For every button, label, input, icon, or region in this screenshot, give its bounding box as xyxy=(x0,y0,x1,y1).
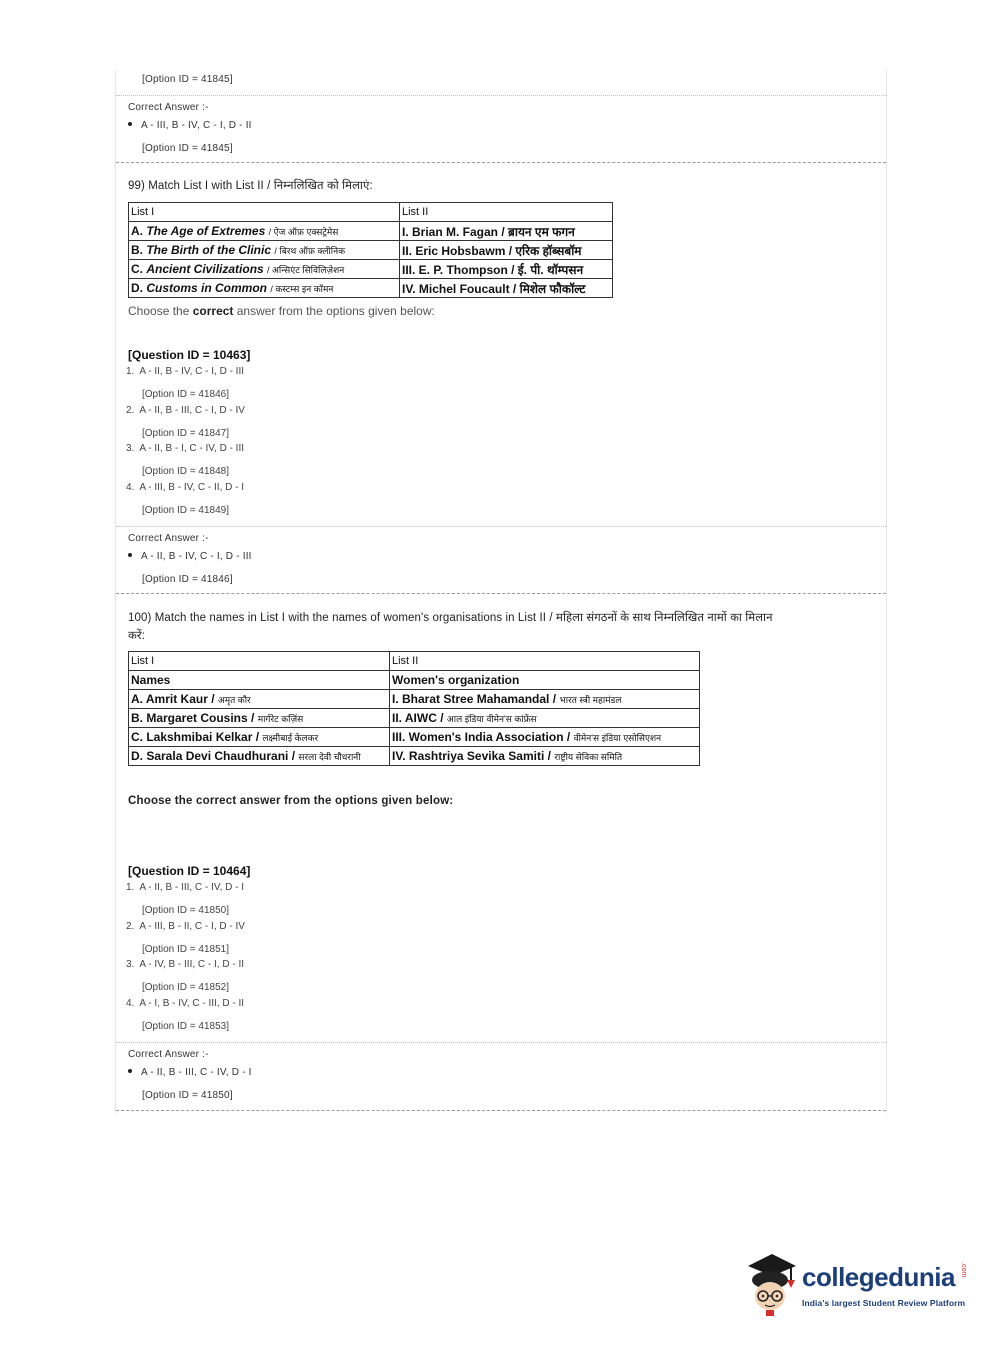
table-row xyxy=(129,747,700,766)
collegedunia-logo[interactable] xyxy=(742,1250,967,1320)
correct-option-id: [Option ID = 41850] xyxy=(142,1090,233,1101)
list1-cell: D. Sarala Devi Chaudhurani / सरला देवी चौधरानी xyxy=(129,747,390,766)
exam-sheet xyxy=(115,70,887,1113)
correct-option-id: [Option ID = 41846] xyxy=(142,574,233,585)
list1-cell: B. The Birth of the Clinic / बिरथ ऑफ़ क्लीनिक xyxy=(129,241,400,260)
option-id: [Option ID = 41849] xyxy=(142,505,230,516)
option-id: [Option ID = 41853] xyxy=(142,1021,230,1032)
question-100-heading-cont: करें: xyxy=(128,630,146,642)
table-header-list1: List I xyxy=(129,652,390,671)
question-separator xyxy=(116,162,886,163)
table-row xyxy=(129,260,613,279)
correct-answer-value: A - II, B - IV, C - I, D - III xyxy=(128,551,252,562)
list1-cell: A. The Age of Extremes / ऐज ऑफ़ एक्सट्रेमेस xyxy=(129,222,400,241)
list2-cell: I. Brian M. Fagan / ब्रायन एम फगन xyxy=(400,222,613,241)
correct-answer-value: A - II, B - III, C - IV, D - I xyxy=(128,1067,252,1078)
divider xyxy=(116,526,886,527)
table-row xyxy=(129,222,613,241)
answer-option-2[interactable]: 2. A - III, B - II, C - I, D - IV xyxy=(126,921,245,932)
correct-answer-label: Correct Answer :- xyxy=(128,1049,209,1060)
question-100-heading: 100) Match the names in List I with the names of women's organisations in List II / महिला संगठनों के साथ निम्नलिखित नामों का मिलान xyxy=(128,612,773,624)
list2-cell: I. Bharat Stree Mahamandal / भारत स्त्री महामंडल xyxy=(390,690,700,709)
list1-cell: B. Margaret Cousins / मार्गरेट कज़िंस xyxy=(129,709,390,728)
answer-option-4[interactable]: 4. A - I, B - IV, C - III, D - II xyxy=(126,998,245,1009)
answer-option-4[interactable]: 4. A - III, B - IV, C - II, D - I xyxy=(126,482,245,493)
bullet-icon xyxy=(128,122,132,126)
option-id: [Option ID = 41850] xyxy=(142,905,230,916)
choose-instruction: Choose the correct answer from the options given below: xyxy=(128,304,435,318)
table-row xyxy=(129,241,613,260)
question-99-heading: 99) Match List I with List II / निम्नलिखित को मिलाएं: xyxy=(128,180,373,192)
list2-cell: II. Eric Hobsbawm / एरिक हॉब्सबॉम xyxy=(400,241,613,260)
option-id: [Option ID = 41847] xyxy=(142,428,230,439)
bullet-icon xyxy=(128,553,132,557)
answer-option-1[interactable]: 1. A - II, B - IV, C - I, D - III xyxy=(126,366,245,377)
divider xyxy=(116,95,886,96)
list2-cell: III. Women's India Association / वीमेन'स इंडिया एसोसिएशन xyxy=(390,728,700,747)
answer-option-3[interactable]: 3. A - II, B - I, C - IV, D - III xyxy=(126,443,245,454)
option-id: [Option ID = 41852] xyxy=(142,982,230,993)
brand-domain: .com xyxy=(960,1262,967,1278)
table-header-list2: List II xyxy=(400,203,613,222)
question-id: [Question ID = 10464] xyxy=(128,864,251,878)
correct-option-id: [Option ID = 41845] xyxy=(142,143,233,154)
table-subheader-names: Names xyxy=(129,671,390,690)
correct-answer-value: A - III, B - IV, C - I, D - II xyxy=(128,120,252,131)
question-id: [Question ID = 10463] xyxy=(128,348,251,362)
match-table-99 xyxy=(128,202,613,298)
table-header-list1: List I xyxy=(129,203,400,222)
student-mascot-icon xyxy=(742,1252,800,1318)
list2-cell: IV. Rashtriya Sevika Samiti / राष्ट्रीय सेविका समिति xyxy=(390,747,700,766)
option-id: [Option ID = 41851] xyxy=(142,944,230,955)
question-separator xyxy=(116,593,886,594)
table-row xyxy=(129,728,700,747)
table-header-list2: List II xyxy=(390,652,700,671)
option-id: [Option ID = 41845] xyxy=(142,74,233,85)
divider xyxy=(116,1042,886,1043)
answer-option-1[interactable]: 1. A - II, B - III, C - IV, D - I xyxy=(126,882,245,893)
brand-tagline: India's largest Student Review Platform xyxy=(802,1298,966,1308)
match-table-100 xyxy=(128,651,700,766)
correct-answer-label: Correct Answer :- xyxy=(128,533,209,544)
correct-answer-label: Correct Answer :- xyxy=(128,102,209,113)
table-row xyxy=(129,709,700,728)
answer-option-2[interactable]: 2. A - II, B - III, C - I, D - IV xyxy=(126,405,245,416)
list2-cell: IV. Michel Foucault / मिशेल फौकॉल्ट xyxy=(400,279,613,298)
option-id: [Option ID = 41846] xyxy=(142,389,230,400)
table-row xyxy=(129,279,613,298)
choose-instruction: Choose the correct answer from the options given below: xyxy=(128,795,454,807)
list1-cell: A. Amrit Kaur / अमृत कौर xyxy=(129,690,390,709)
list1-cell: D. Customs in Common / कस्टम्स इन कॉमन xyxy=(129,279,400,298)
brand-name: collegedunia xyxy=(802,1262,955,1292)
list1-cell: C. Ancient Civilizations / अन्सिएंट सिविलिज़ेशन xyxy=(129,260,400,279)
table-row xyxy=(129,690,700,709)
list2-cell: II. AIWC / आल इंडिया वीमेन'स कांफ्रेंस xyxy=(390,709,700,728)
bullet-icon xyxy=(128,1069,132,1073)
option-id: [Option ID = 41848] xyxy=(142,466,230,477)
list1-cell: C. Lakshmibai Kelkar / लक्ष्मीबाई केलकर xyxy=(129,728,390,747)
question-separator xyxy=(116,1110,886,1111)
table-subheader-organization: Women's organization xyxy=(390,671,700,690)
answer-option-3[interactable]: 3. A - IV, B - III, C - I, D - II xyxy=(126,959,245,970)
list2-cell: III. E. P. Thompson / ई. पी. थॉम्पसन xyxy=(400,260,613,279)
